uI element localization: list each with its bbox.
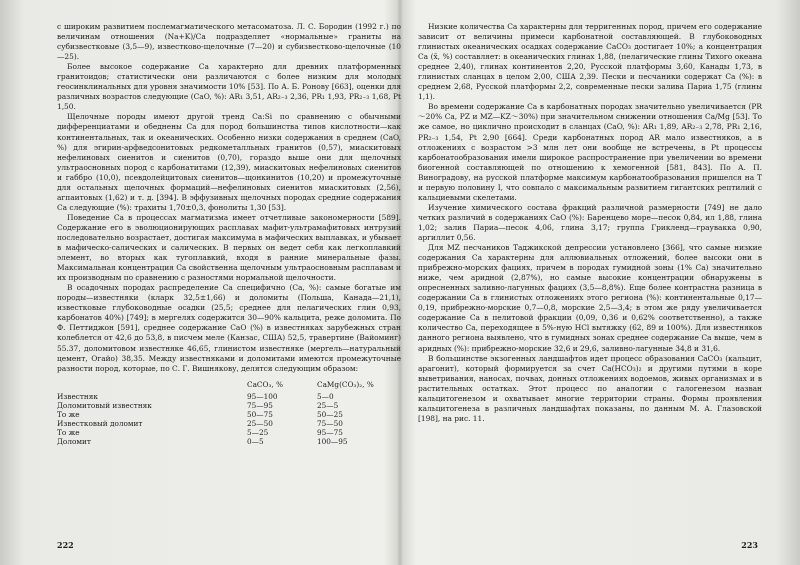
table-cell: 95—75 — [317, 428, 343, 438]
table-cell: Известняк — [57, 391, 98, 401]
table-cell: 25—50 — [247, 419, 273, 429]
table-row — [57, 437, 401, 446]
table-cell: 50—75 — [247, 409, 273, 419]
left-page-text — [57, 22, 401, 374]
table-row — [57, 401, 401, 410]
rock-classification-table — [57, 380, 401, 447]
paragraph: с широким развитием послемагматического метасоматоза. Л. С. Бородин (1992 г.) по величинам отношения (Na+K)/Ca подразделяет «нормальные» граниты на субизвестковые (3,5—9), известково-щелочные (7—20) и субизвестково-щелочные (10—25). — [57, 22, 401, 62]
table-cell: То же — [57, 409, 80, 419]
paragraph: Для MZ песчаников Таджикской депрессии установлено [366], что самые низкие содержания Са характерны для аллювиальных отложений, более высоки они в прибрежно-морских фациях, причем в породах гумидной зоны (1% Са) значительно ниже, чем аридной (2,87%), но самые высокие концентрации обнаружены в опресненных заливно-лагунных фациях (3,5—8,8%). Еще более контрастна разница в содержании Са в глинистых отложениях этого региона (%): континентальные 0,17—0,19, прибрежно-морские 0,7—0,8, морские 2,5—3,4; в этом же ряду увеличивается содержание Са в пелитовой фракции (0,09, 0,36 и 0,62% соответственно), а также количество Са, переходящее в 5%-ную HCl вытяжку (62, 89 и 100%). Для известняков данного региона выявлено, что в гумидных зонах среднее содержание Са выше, чем в аридных (%): прибрежно-морские 32,6 и 29,6, заливно-лагунные 34,8 и 31,6. — [418, 243, 762, 353]
page-number: 223 — [741, 540, 758, 550]
left-page — [57, 22, 401, 550]
table-row — [57, 392, 401, 401]
paragraph: Щелочные породы имеют другой тренд Ca:Si по сравнению с обычными дифференциатами и обеднены Са для пород большинства типов кислотности—как континентальных, так и океанических. Особенно низки содержания в среднем (CaO, %) для эгирин-арфведсонитовых редкометалльных гранитов (0,57), миаскитовых нефелиновых сиенитов и сиенитов (0,70), гораздо выше они для щелочных ультраосновных пород с карбонатитами (12,39), миаскитовых нефелиновых сиенитов и габбро (10,0), псевдолейцитовых сиенитов—щонкинитов (10,20) и промежуточные для остальных щелочных формаций—нефелиновых сиенитов миаскитовых (2,56), агпаитовых (1,62) и т. д. [394]. В эффузивных щелочных породах средние содержания Са следующие (%): трахиты 1,70±0,3, фонолиты 1,30 [53]. — [57, 112, 401, 212]
table-cell: 95—100 — [247, 391, 278, 401]
paragraph: Низкие количества Са характерны для терригенных пород, причем его содержание зависит от величины примеси карбонатной составляющей. В глубоководных глинистых океанических осадках содержание CaCO₃ достигает 10%; а концентрация Са (x̄, %) составляет: в океанических глинах 1,88, (пелагические глины Тихого океана среднее 2,40), глинах континентов 2,20, Русской платформы 3,60, Канады 1,73, в глинистых сланцах в целом 2,00, США 2,39. Пески и песчаники содержат Са (%): в среднем 2,68, Русской платформы 2,2, современные пески залива Париа 1,75 (глины 1,1). — [418, 22, 762, 102]
table-header — [57, 380, 401, 389]
paragraph: В осадочных породах распределение Са специфично (Са, %): самые богатые им породы—известняки (кларк 32,5±1,66) и доломиты (Польша, Канада—21,1), известковые глубоководные осадки (25,5; среднее для пелагических глин 0,93, карбонатов 40%) [749]; в мергелях содержится 30—90% кальцита, реже доломита. По Ф. Петтиджон [591], среднее содержание CaO (%) в известняках зарубежных стран колеблется от 42,6 до 53,8, в писчем меле (Канзас, США) 52,5, травертине (Вайоминг) 55.37, доломитовом известняке 46,65, глинистом известняке (мергель—натуральный цемент, Огайо) 38,35. Между известняками и доломитами имеются промежуточные разности пород, которые, по С. Г. Вишнякову, делятся следующим образом: — [57, 283, 401, 373]
table-cell: 50—25 — [317, 409, 343, 419]
table-cell: 5—0 — [317, 391, 334, 401]
table-header-cell — [57, 380, 247, 389]
table-cell: Доломитовый известняк — [57, 400, 152, 410]
paragraph: Изучение химического состава фракций различной размерности [749] не дало четких различий в содержаниях CaO (%): Баренцево море—песок 0,84, ил 1,88, глина 1,02; залив Париа—песок 4,06, глина 3,17; группа Грикленд—граувакка 0,90, аргиллит 0,56. — [418, 202, 762, 242]
table-cell: Известковый доломит — [57, 419, 143, 429]
table-cell: 75—50 — [317, 419, 343, 429]
table-row — [57, 410, 401, 419]
table-header-cell: CaMg(CO₃)₂, % — [317, 379, 374, 389]
table-cell: То же — [57, 428, 80, 438]
paragraph: Более высокое содержание Са характерно для древних платформенных гранитоидов; статистически они различаются с более низким для молодых геосинклинальных для уровня значимости 10% [53]. По А. Б. Ронову [663], оценки для различных возрастов следующие (CaO, %): AR₁ 3,51, AR₂₋₃ 2,36, PR₁ 1,93, PR₂₋₃ 1,68, Pt 1,50. — [57, 62, 401, 112]
table-row — [57, 428, 401, 437]
table-cell: Доломит — [57, 437, 91, 447]
table-cell: 0—5 — [247, 437, 264, 447]
table-cell: 25—5 — [317, 400, 339, 410]
right-page-text — [418, 22, 762, 424]
table-row — [57, 419, 401, 428]
paragraph: В большинстве экзогенных ландшафтов идет процесс образования CaCO₃ (кальцит, арагонит), который формируется за счет Ca(HCO₃)₂ и другими путями в коре выветривания, наносах, почвах, донных отложениях водоемов, живых организмах и в растительных остатках. Этот процесс по аналогии с галогенезом назван кальцитогенезом и охватывает многие территории страны. Формы проявления кальцитогенеза в различных ландшафтах показаны, по данным М. А. Глазовской [198], на рис. 11. — [418, 353, 762, 423]
table-header-cell: CaCO₃, % — [247, 379, 283, 389]
paragraph: Во времени содержание Са в карбонатных породах значительно увеличивается (PR～20% Ca, PZ и MZ—KZ～30%) при значительном снижении отношения Ca/Mg [53]. То же самое, но циклично происходит в сланцах (CaO, %): AR₁ 1,89, AR₂₋₃ 2,78, PR₁ 2,16, PR₂₋₃ 1,54, Pt 2,90 [664]. Среди карбонатных пород AR мало известняков, а в отложениях с возрастом >3 млн лет они вообще не встречены, в Pt процессы карбонатообразования имели широкое распространение при увеличении во времени биогенной составляющей по отношению к хемогенной [581, 843]. По А. П. Виноградову, на русской платформе максимум карбонатообразования пришелся на Т и первую половину I, что совпало с максимальным развитием гигантских рептилий с кальциевыми скелетами. — [418, 102, 762, 202]
table-cell: 100—95 — [317, 437, 348, 447]
table-cell: 5—25 — [247, 428, 269, 438]
table-cell: 75—95 — [247, 400, 273, 410]
paragraph: Поведение Са в процессах магматизма имеет отчетливые закономерности [589]. Содержание его в эволюционирующих расплавах мафит-ультрамафитовых интрузий последовательно возрастает, достигая максимума в мафических выплавках, и убывает в мафическо-салических и салических. В первых он ведет себя как легкоплавкий элемент, во вторых как тугоплавкий, входя в ранние минеральные фазы. Максимальная концентрация Са свойственна щелочным ультраосновным расплавам и их производным по сравнению с разностями нормальной щелочности. — [57, 212, 401, 283]
right-page — [418, 22, 762, 550]
page-number: 222 — [57, 540, 74, 550]
